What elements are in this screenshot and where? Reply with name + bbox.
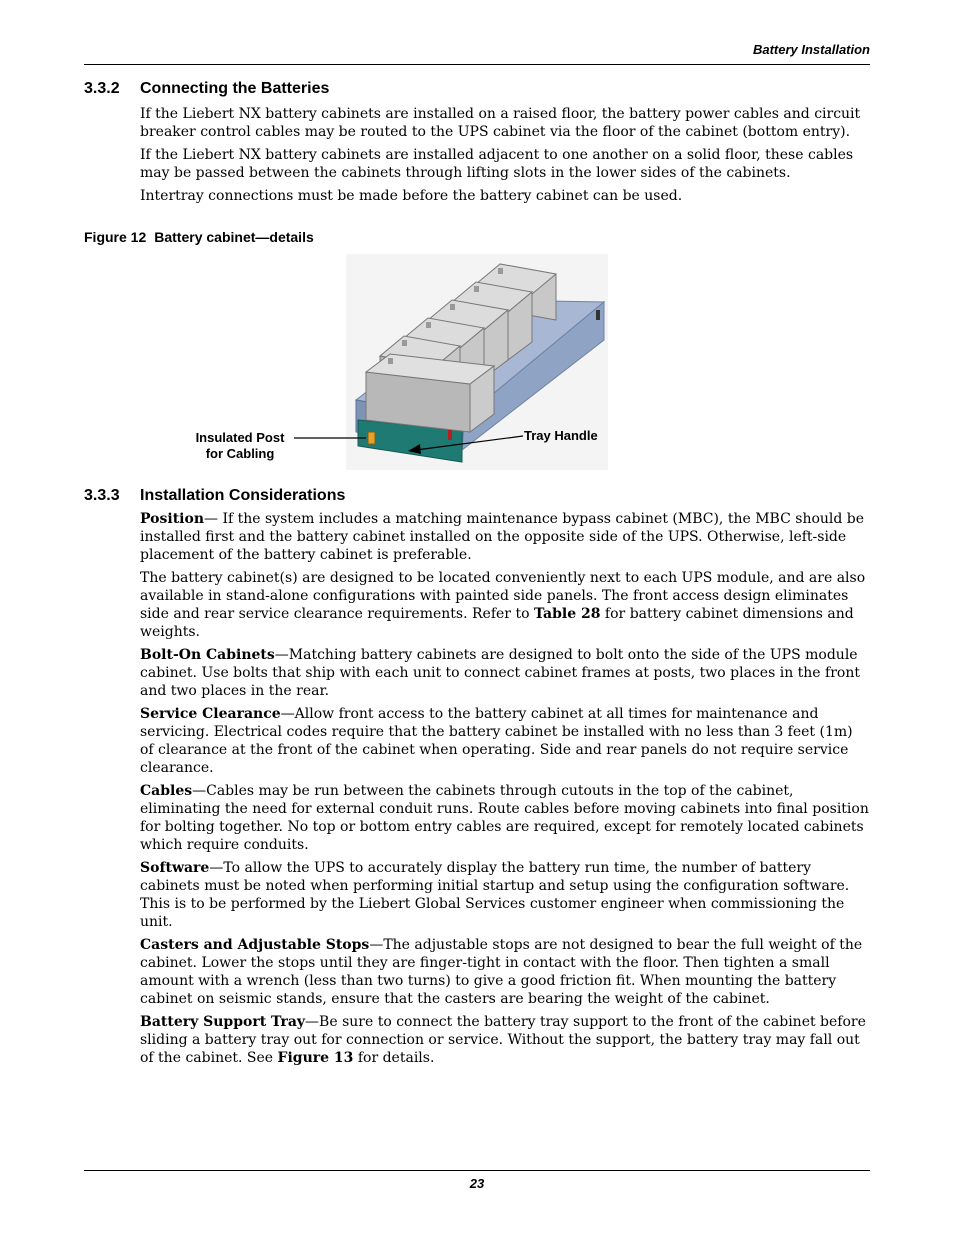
figure-caption bbox=[84, 229, 314, 245]
section-heading-3-3-3 bbox=[84, 487, 345, 505]
callout-line-1: Insulated Post bbox=[195, 430, 285, 445]
section-3-3-2-body bbox=[140, 105, 870, 210]
footer-rule bbox=[84, 1170, 870, 1171]
paragraph-text: —Matching battery cabinets are designed to bolt onto the side of the UPS module cabinet. Use bolts that ship with each unit to connect cabinet frames at posts, two places in the front and two places in the rear. bbox=[140, 647, 860, 699]
section-3-3-3-body bbox=[140, 510, 870, 1072]
callout-tray-handle: Tray Handle bbox=[524, 428, 598, 443]
page-number: 23 bbox=[469, 1176, 485, 1191]
section-title: Connecting the Batteries bbox=[140, 80, 330, 97]
paragraph-service bbox=[140, 705, 870, 777]
paragraph-text: — If the system includes a matching maintenance bypass cabinet (MBC), the MBC should be installed first and the battery cabinet installed on the opposite side of the UPS. Otherwise, left-side placement of the battery cabinet is preferable. bbox=[140, 511, 865, 563]
cross-reference: Figure 13 bbox=[277, 1050, 354, 1066]
term: Bolt-On Cabinets bbox=[140, 647, 275, 663]
battery-cabinet-figure bbox=[180, 250, 640, 472]
slot-marker bbox=[596, 310, 600, 320]
paragraph-text: for details. bbox=[353, 1050, 435, 1066]
section-number: 3.3.3 bbox=[84, 487, 120, 504]
running-header: Battery Installation bbox=[752, 42, 870, 57]
paragraph-text: —Be sure to connect the battery tray support to the front of the cabinet before sliding a battery tray out for connection or service. Without the support, the battery tray may fall out of the cabinet. See bbox=[140, 1014, 866, 1066]
figure-label: Figure 12 bbox=[84, 229, 147, 245]
term: Cables bbox=[140, 783, 193, 799]
section-number: 3.3.2 bbox=[84, 80, 120, 97]
callout-line-2: for Cabling bbox=[205, 446, 275, 461]
term: Position bbox=[140, 511, 204, 527]
paragraph-text: —To allow the UPS to accurately display the battery run time, the number of battery cabinets must be noted when performing initial startup and setup using the configuration software. This is to be performed by the Liebert Global Services customer engineer when commissioning the unit. bbox=[140, 860, 850, 930]
term: Service Clearance bbox=[140, 706, 281, 722]
callout-insulated-post bbox=[184, 430, 296, 462]
paragraph: If the Liebert NX battery cabinets are installed on a raised floor, the battery power cables and circuit breaker control cables may be routed to the UPS cabinet via the floor of the cabinet (bottom entry). bbox=[140, 106, 861, 140]
paragraph-text: —Allow front access to the battery cabinet at all times for maintenance and servicing. Electrical codes require that the battery cabinet be installed with no less than 3 feet (1m) of clearance at the front of the cabinet when operating. Side and rear panels do not require service clearance. bbox=[140, 706, 853, 776]
paragraph-cables bbox=[140, 782, 870, 854]
header-rule bbox=[84, 64, 870, 65]
paragraph-software bbox=[140, 859, 870, 931]
term: Battery Support Tray bbox=[140, 1014, 306, 1030]
section-title: Installation Considerations bbox=[140, 487, 346, 504]
paragraph-position bbox=[140, 510, 870, 564]
paragraph-design bbox=[140, 569, 870, 641]
paragraph-text: The battery cabinet(s) are designed to be located conveniently next to each UPS module, and are also available in stand-alone configurations with painted side panels. The front access design eliminates side and rear service clearance requirements. Refer to bbox=[140, 570, 866, 622]
term: Casters and Adjustable Stops bbox=[140, 937, 370, 953]
insulated-post bbox=[368, 432, 375, 444]
paragraph-text: —The adjustable stops are not designed to bear the full weight of the cabinet. Lower the stops until they are finger-tight in contact with the floor. Then tighten a small amount with a wrench (less than two turns) to give a good friction fit. When mounting the battery cabinet on seismic stands, ensure that the casters are bearing the weight of the cabinet. bbox=[140, 937, 863, 1007]
paragraph-text: —Cables may be run between the cabinets through cutouts in the top of the cabinet, eliminating the need for external conduit runs. Route cables before moving cabinets into final position for bolting together. No top or bottom entry cables are required, except for remotely located cabinets which require conduits. bbox=[140, 783, 869, 853]
battery-block bbox=[366, 354, 494, 432]
paragraph-casters bbox=[140, 936, 870, 1008]
tray-handle bbox=[448, 430, 452, 440]
paragraph: If the Liebert NX battery cabinets are installed adjacent to one another on a solid floor, these cables may be passed between the cabinets through lifting slots in the lower sides of the cabinets. bbox=[140, 147, 854, 181]
paragraph-bolt-on bbox=[140, 646, 870, 700]
paragraph-text: for battery cabinet dimensions and weights. bbox=[140, 606, 854, 640]
section-heading-3-3-2 bbox=[84, 80, 329, 98]
cross-reference: Table 28 bbox=[533, 606, 601, 622]
paragraph: Intertray connections must be made before the battery cabinet can be used. bbox=[140, 188, 683, 204]
term: Software bbox=[140, 860, 210, 876]
figure-title: Battery cabinet—details bbox=[154, 229, 314, 245]
paragraph-support-tray bbox=[140, 1013, 870, 1067]
